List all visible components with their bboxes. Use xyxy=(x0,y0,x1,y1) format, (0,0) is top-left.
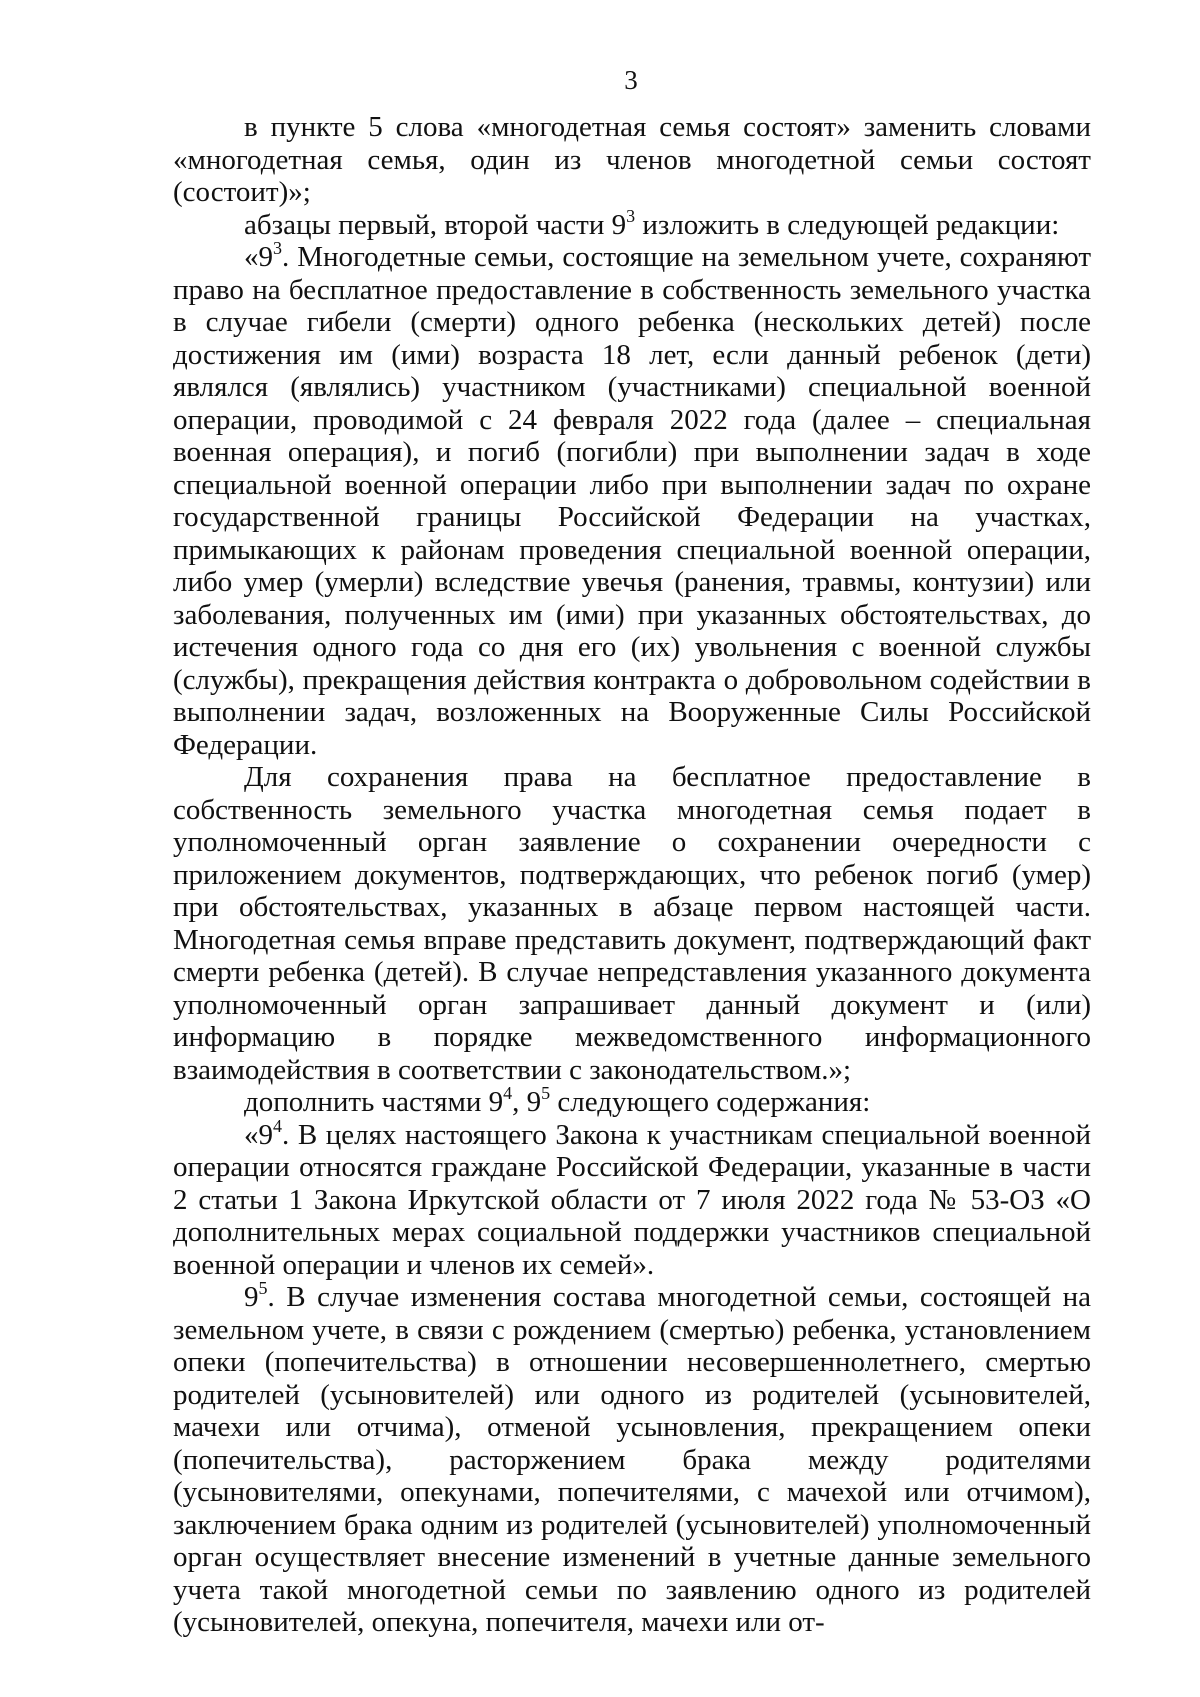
superscript: 4 xyxy=(273,1115,282,1136)
superscript: 3 xyxy=(626,205,636,226)
paragraph-text: 9 xyxy=(244,1281,259,1313)
paragraph-text: , 9 xyxy=(512,1086,542,1118)
paragraph-text: абзацы первый, второй части 9 xyxy=(244,208,627,241)
paragraph-text: . В случае изменения состава многодетной семьи, состоящей на земельном учете, в связи с рождением (смертью) ребенка, установлением опеки (попечительства) в отношении несовершеннолетнего, смертью родителей (усыновителей) или одного из родителей (усыновителей, мачехи или отчима), отменой усыновления, прекращением опеки (попечительства), расторжением брака между родителями (усыновителями, опекунами, попечителями, с мачехой или отчимом), заключением брака одним из родителей (усыновителей) уполномоченный орган осуществляет внесение изменений в учетные данные земельного учета такой многодетной семьи по заявлению одного из родителей (усыновителей, опекуна, попечителя, мачехи или от- xyxy=(173,1281,1091,1638)
superscript: 3 xyxy=(273,238,282,258)
document-body xyxy=(173,111,1091,1639)
paragraph-part-9-4-text xyxy=(173,1115,1091,1282)
paragraph-part-9-5-text xyxy=(173,1278,1091,1639)
paragraph-right-preservation xyxy=(173,761,1091,1086)
paragraph-add-parts-intro xyxy=(173,1083,1091,1119)
superscript: 5 xyxy=(258,1278,268,1298)
paragraph-item-5-amendment xyxy=(173,111,1091,209)
paragraph-part-9-3-intro xyxy=(173,205,1091,242)
paragraph-text: . В целях настоящего Закона к участникам специальной военной операции относятся граждане Российской Федерации, указанные в части 2 статьи 1 Закона Иркутской области от 7 июля 2022 года № 53-ОЗ «О дополнительных мерах социальной поддержки участников специальной военной операции и членов их семей». xyxy=(173,1118,1091,1281)
paragraph-text: Для сохранения права на бесплатное предоставление в собственность земельного участка многодетная семья подает в уполномоченный орган заявление о сохранении очередности с приложением документов, подтверждающих, что ребенок погиб (умер) при обстоятельствах, указанных в абзаце первом настоящей части. Многодетная семья вправе представить документ, подтверждающий факт смерти ребенка (детей). В случае непредставления указанного документа уполномоченный орган запрашивает данный документ и (или) информацию в порядке межведомственного информационного взаимодействия в соответствии с законодательством.»; xyxy=(173,761,1091,1086)
paragraph-text: «9 xyxy=(244,241,273,273)
superscript: 5 xyxy=(541,1083,551,1103)
paragraph-text: изложить в следующей редакции: xyxy=(635,208,1060,241)
paragraph-text: дополнить частями 9 xyxy=(244,1086,504,1118)
paragraph-text: следующего содержания: xyxy=(550,1086,871,1118)
paragraph-part-9-3-text xyxy=(173,238,1091,761)
superscript: 4 xyxy=(503,1083,513,1103)
page-number: 3 xyxy=(624,65,638,95)
paragraph-text: «9 xyxy=(244,1118,273,1151)
paragraph-text: . Многодетные семьи, состоящие на земельном учете, сохраняют право на бесплатное предоставление в собственность земельного участка в случае гибели (смерти) одного ребенка (нескольких детей) после достижения им (ими) возраста 18 лет, если данный ребенок (дети) являлся (являлись) участником (участниками) специальной военной операции, проводимой с 24 февраля 2022 года (далее – специальная военная операция), и погиб (погибли) при выполнении задач в ходе специальной военной операции либо при выполнении задач по охране государственной границы Российской Федерации на участках, примыкающих к районам проведения специальной военной операции, либо умер (умерли) вследствие увечья (ранения, травмы, контузии) или заболевания, полученных им (ими) при указанных обстоятельствах, до истечения одного года со дня его (их) увольнения с военной службы (службы), прекращения действия контракта о добровольном содействии в выполнении задач, возложенных на Вооруженные Силы Российской Федерации. xyxy=(173,241,1091,761)
paragraph-text: в пункте 5 слова «многодетная семья состоят» заменить словами «многодетная семья, один из членов многодетной семьи состоят (состоит)»; xyxy=(173,111,1091,208)
